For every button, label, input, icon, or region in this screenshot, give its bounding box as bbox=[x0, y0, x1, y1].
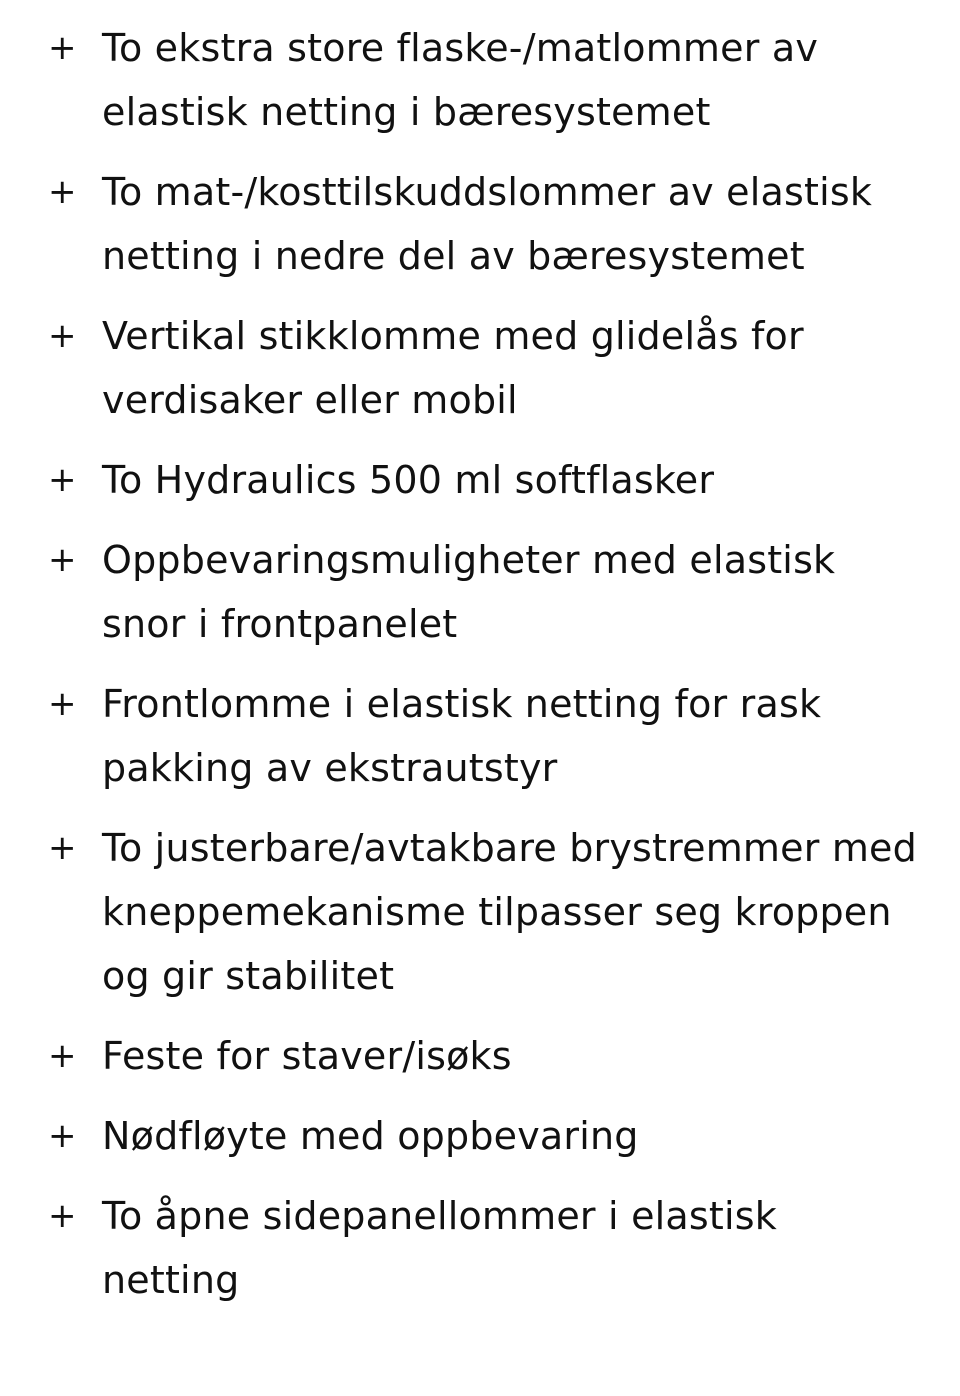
plus-icon: + bbox=[48, 540, 77, 580]
list-item-text: To mat-/kosttilskuddslommer av elastisk netting i nedre del av bæresystemet bbox=[102, 170, 873, 278]
list-item-text: Feste for staver/isøks bbox=[102, 1034, 512, 1078]
plus-icon: + bbox=[48, 1196, 77, 1236]
list-item-text: To ekstra store flaske-/matlommer av elastisk netting i bæresystemet bbox=[102, 26, 819, 134]
list-item-text: Oppbevaringsmuligheter med elastisk snor i frontpanelet bbox=[102, 538, 836, 646]
plus-icon: + bbox=[48, 28, 77, 68]
list-item bbox=[0, 1024, 960, 1088]
list-item bbox=[0, 304, 960, 432]
plus-icon: + bbox=[48, 828, 77, 868]
list-item-text: Frontlomme i elastisk netting for rask pakking av ekstrautstyr bbox=[102, 682, 822, 790]
list-item-text: To Hydraulics 500 ml softflasker bbox=[102, 458, 715, 502]
list-item bbox=[0, 160, 960, 288]
list-item bbox=[0, 448, 960, 512]
list-item-text: Nødfløyte med oppbevaring bbox=[102, 1114, 639, 1158]
feature-list bbox=[0, 16, 960, 1328]
plus-icon: + bbox=[48, 316, 77, 356]
plus-icon: + bbox=[48, 684, 77, 724]
plus-icon: + bbox=[48, 1036, 77, 1076]
list-item-text: To åpne sidepanellommer i elastisk netting bbox=[102, 1194, 777, 1302]
plus-icon: + bbox=[48, 172, 77, 212]
list-item bbox=[0, 1104, 960, 1168]
list-item bbox=[0, 16, 960, 144]
list-item-text: Vertikal stikklomme med glidelås for verdisaker eller mobil bbox=[102, 314, 804, 422]
list-item bbox=[0, 672, 960, 800]
list-item-text: To justerbare/avtakbare brystremmer med kneppemekanisme tilpasser seg kroppen og gir stabilitet bbox=[102, 826, 917, 998]
list-item bbox=[0, 1184, 960, 1312]
list-item bbox=[0, 816, 960, 1008]
plus-icon: + bbox=[48, 460, 77, 500]
list-item bbox=[0, 528, 960, 656]
plus-icon: + bbox=[48, 1116, 77, 1156]
